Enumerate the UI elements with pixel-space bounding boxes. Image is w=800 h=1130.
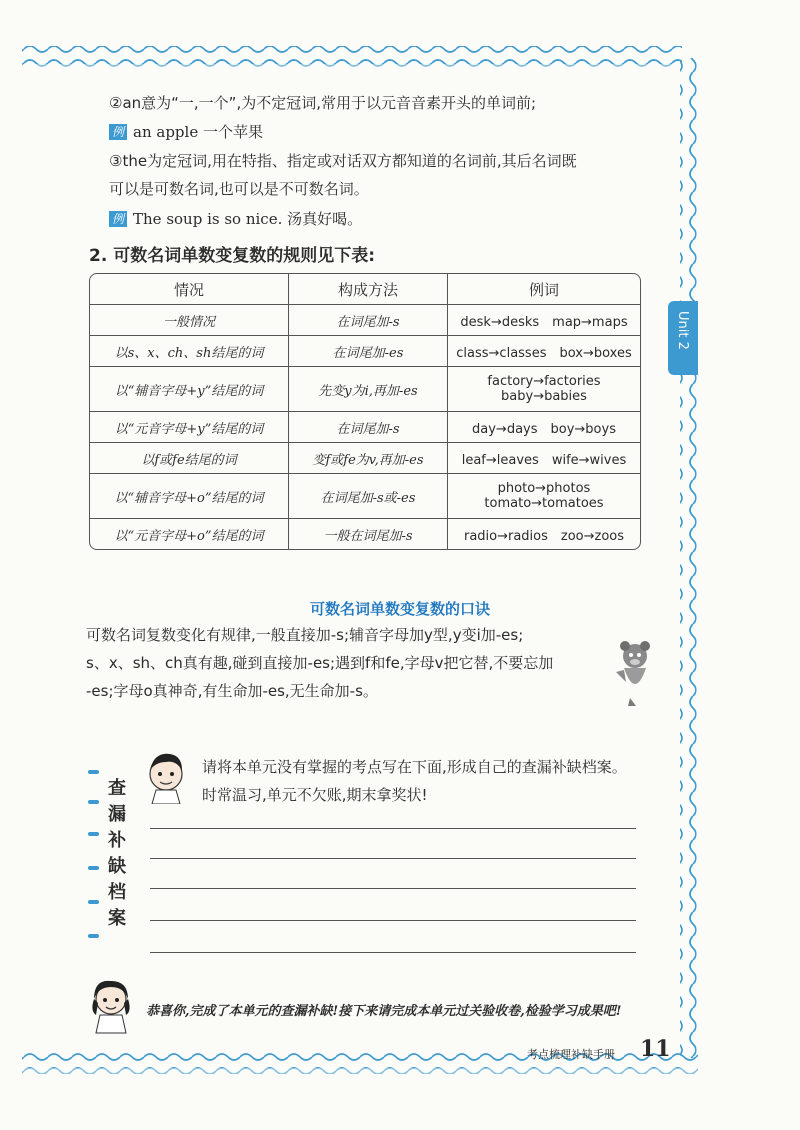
writing-line[interactable]	[150, 888, 636, 889]
review-title-char: 漏	[108, 804, 126, 825]
mnemonic-line: -es;字母o真神奇,有生命加-es,无生命加-s。	[86, 682, 378, 700]
table-row	[90, 412, 640, 443]
decor-dash	[88, 900, 99, 904]
decor-dash	[88, 770, 99, 774]
table-row	[90, 519, 640, 549]
table-row	[90, 336, 640, 367]
decor-dash	[88, 800, 99, 804]
mnemonic-title: 可数名词单数变复数的口诀	[309, 600, 490, 618]
example-cell: leaf→leaves wife→wives	[448, 443, 640, 474]
review-title-char: 案	[108, 908, 126, 929]
method-cell: 先变y为i,再加-es	[289, 367, 448, 412]
example-soup	[109, 208, 362, 230]
method-cell: 在词尾加-s或-es	[289, 474, 448, 519]
writing-line[interactable]	[150, 952, 636, 953]
intro-line-an: ②an意为“一,一个”,为不定冠词,常用于以元音音素开头的单词前;	[109, 94, 537, 112]
writing-line[interactable]	[150, 828, 636, 829]
column-header: 构成方法	[289, 274, 448, 305]
writing-line[interactable]	[150, 920, 636, 921]
boy-avatar-icon	[142, 748, 190, 804]
example-cell	[448, 474, 640, 519]
decor-dash	[88, 934, 99, 938]
section-heading: 2. 可数名词单数变复数的规则见下表:	[89, 246, 376, 266]
example-word: baby→babies	[501, 389, 587, 404]
intro-line-the: ③the为定冠词,用在特指、指定或对话双方都知道的名词前,其后名词既	[109, 152, 577, 170]
method-cell: 一般在词尾加-s	[289, 519, 448, 549]
example-tag: 例	[109, 124, 127, 140]
review-title-char: 缺	[108, 856, 126, 877]
example-cell	[448, 367, 640, 412]
table-row	[90, 474, 640, 519]
case-cell: 以“元音字母+o”结尾的词	[90, 519, 289, 549]
girl-avatar-icon	[86, 975, 136, 1035]
review-instruction: 时常温习,单元不欠账,期末拿奖状!	[202, 786, 428, 804]
table-header-row	[90, 274, 640, 305]
table-row	[90, 367, 640, 412]
method-cell: 变f或fe为v,再加-es	[289, 443, 448, 474]
review-title-char: 补	[108, 830, 126, 851]
method-cell: 在词尾加-s	[289, 412, 448, 443]
unit-tab-label: Unit 2	[675, 311, 690, 350]
mnemonic-line: s、x、sh、ch真有趣,碰到直接加-es;遇到f和fe,字母v把它替,不要忘加	[86, 654, 554, 672]
method-cell: 在词尾加-es	[289, 336, 448, 367]
example-cell: desk→desks map→maps	[448, 305, 640, 336]
writing-line[interactable]	[150, 858, 636, 859]
plural-rules-table	[89, 273, 641, 550]
table-row	[90, 443, 640, 474]
column-header: 例词	[448, 274, 640, 305]
unit-side-tab	[668, 301, 698, 375]
case-cell: 以f或fe结尾的词	[90, 443, 289, 474]
example-tag: 例	[109, 211, 127, 227]
congrats-message: 恭喜你,完成了本单元的查漏补缺!接下来请完成本单元过关验收卷,检验学习成果吧!	[146, 1004, 622, 1019]
method-cell: 在词尾加-s	[289, 305, 448, 336]
review-title-char: 档	[108, 882, 126, 903]
decor-dash	[88, 832, 99, 836]
page-number: 11	[640, 1036, 671, 1062]
example-word: factory→factories	[487, 374, 601, 389]
example-an-apple	[109, 121, 263, 143]
example-cell: radio→radios zoo→zoos	[463, 528, 625, 544]
example-text: The soup is so nice. 汤真好喝。	[133, 210, 363, 228]
example-word: photo→photos	[497, 481, 591, 496]
example-cell: day→days boy→boys	[448, 412, 640, 443]
example-cell: class→classes box→boxes	[448, 336, 640, 367]
example-text: an apple 一个苹果	[133, 123, 263, 141]
case-cell: 以“辅音字母+o”结尾的词	[90, 474, 289, 519]
decor-dash	[88, 866, 99, 870]
bear-mascot-icon	[610, 640, 660, 708]
case-cell: 以s、x、ch、sh结尾的词	[90, 336, 289, 367]
mnemonic-line: 可数名词复数变化有规律,一般直接加-s;辅音字母加y型,y变i加-es;	[86, 626, 524, 644]
case-cell: 以“元音字母+y”结尾的词	[90, 412, 289, 443]
column-header: 情况	[90, 274, 289, 305]
intro-line-the-cont: 可以是可数名词,也可以是不可数名词。	[109, 180, 369, 198]
table-row	[90, 305, 640, 336]
case-cell: 以“辅音字母+y”结尾的词	[90, 367, 289, 412]
book-title: 考点梳理补缺手册	[527, 1048, 615, 1061]
case-cell: 一般情况	[90, 305, 289, 336]
review-title-char: 查	[108, 778, 126, 799]
review-instruction: 请将本单元没有掌握的考点写在下面,形成自己的查漏补缺档案。	[202, 758, 627, 776]
example-word: tomato→tomatoes	[484, 496, 604, 511]
